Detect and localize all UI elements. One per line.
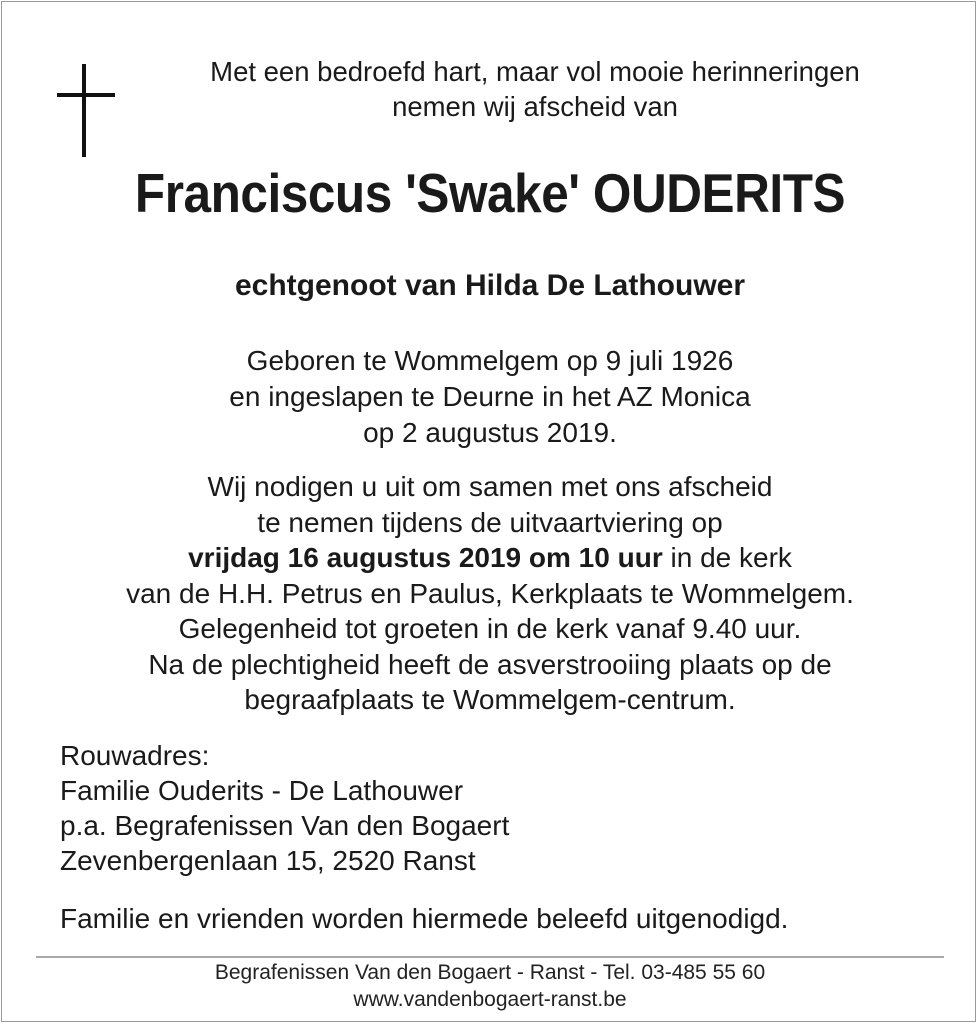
ceremony-location-start: in de kerk <box>662 542 792 573</box>
address-line-1: Familie Ouderits - De Lathouwer <box>60 775 464 806</box>
intro-text <box>120 54 950 124</box>
cross-horizontal-bar <box>57 93 115 97</box>
invitation-line-5: Gelegenheid tot groeten in de kerk vanaf 9.40 uur. <box>178 613 802 644</box>
intro-line-1: Met een bedroefd hart, maar vol mooie herinneringen <box>210 56 860 87</box>
death-date-line: op 2 augustus 2019. <box>363 417 617 448</box>
footer <box>40 959 940 1013</box>
invitation-line-2: te nemen tijdens de uitvaartviering op <box>257 506 723 538</box>
invitation-line-7: begraafplaats te Wommelgem-centrum. <box>244 684 736 715</box>
death-line: en ingeslapen te Deurne in het AZ Monica <box>229 381 751 412</box>
address-label: Rouwadres: <box>60 740 210 771</box>
ceremony-date: vrijdag 16 augustus 2019 om 10 uur <box>188 542 663 573</box>
birth-line: Geboren te Wommelgem op 9 juli 1926 <box>246 345 734 376</box>
invitation-line-3 <box>40 540 940 576</box>
address-line-3: Zevenbergenlaan 15, 2520 Ranst <box>60 845 476 876</box>
address-line-2: p.a. Begrafenissen Van den Bogaert <box>60 810 510 841</box>
intro-line-2: nemen wij afscheid van <box>392 91 678 122</box>
footer-divider <box>36 956 944 958</box>
cross-icon <box>57 64 115 157</box>
closing-line: Familie en vrienden worden hiermede beleefd uitgenodigd. <box>60 903 789 934</box>
footer-contact: Begrafenissen Van den Bogaert - Ranst - Tel. 03-485 55 60 <box>214 961 766 984</box>
deceased-name: Franciscus 'Swake' OUDERITS <box>134 162 846 224</box>
cross-vertical-bar <box>82 64 86 157</box>
invitation-text <box>40 469 940 718</box>
spouse-line: echtgenoot van Hilda De Lathouwer <box>234 269 746 302</box>
invitation-line-6: Na de plechtigheid heeft de asverstrooiing plaats op de <box>148 648 832 680</box>
mourning-address <box>60 738 509 878</box>
birth-death-text <box>40 343 940 451</box>
invitation-line-4: van de H.H. Petrus en Paulus, Kerkplaats te Wommelgem. <box>126 577 854 609</box>
invitation-line-1: Wij nodigen u uit om samen met ons afscheid <box>207 471 773 502</box>
footer-website: www.vandenbogaert-ranst.be <box>353 988 627 1011</box>
